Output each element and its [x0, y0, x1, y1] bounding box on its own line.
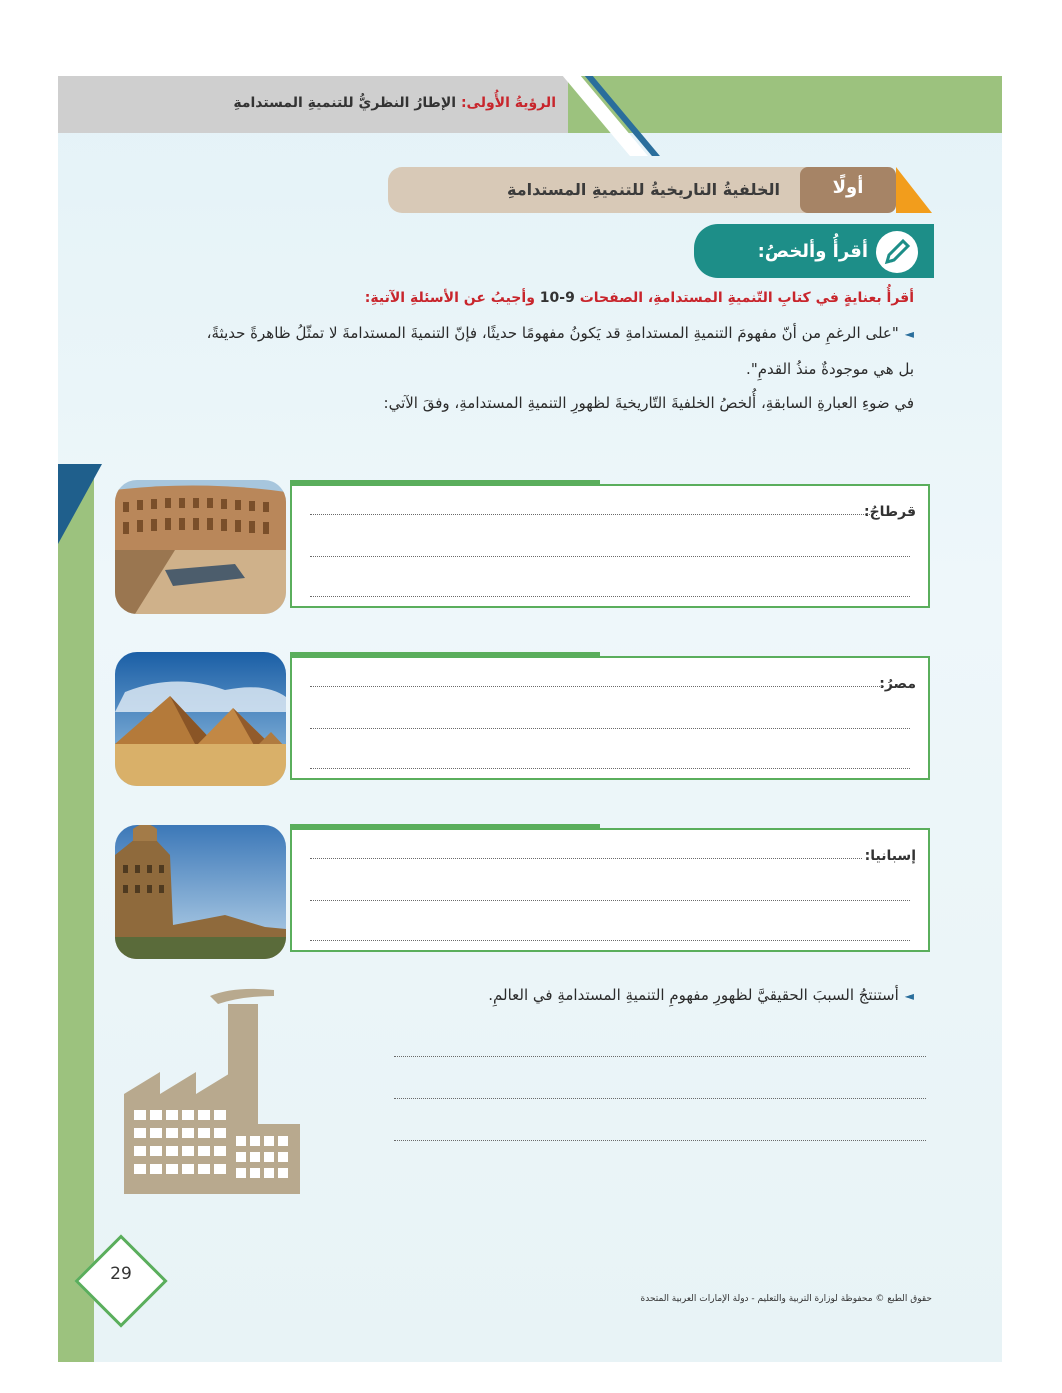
- workbook-page: [58, 76, 1002, 1362]
- quote-text-1: "على الرغمِ من أنّ مفهومَ التنميةِ المستدامةِ قد يَكونُ مفهومًا حديثًا، فإنّ التنميةَ المستدامةَ لا تمثّلُ ظاهرةً حديثةً،: [206, 324, 899, 342]
- quote-line-2: بل هي موجودةٌ منذُ القدمِ".: [746, 360, 914, 378]
- lesson-prefix: الرؤيةُ الأُولى:: [460, 95, 556, 111]
- answer-label: إسبانيا:: [864, 848, 916, 864]
- instruction-part1: أقرأُ بعنايةٍ في كتابِ التّنميةِ المستدامةِ، الصفحات: [579, 290, 914, 306]
- section-badge-label: أولًا: [832, 177, 864, 198]
- lesson-title: [233, 95, 556, 111]
- section-orange-triangle: [896, 167, 932, 213]
- answer-line[interactable]: [310, 514, 870, 515]
- section-title: الخلفيةُ التاريخيةُ للتنميةِ المستدامةِ: [507, 180, 780, 199]
- pyramids-photo: [115, 652, 286, 786]
- answer-line[interactable]: [310, 556, 910, 557]
- answer-line[interactable]: [394, 1098, 926, 1099]
- answer-line[interactable]: [310, 686, 884, 687]
- page-number: 29: [110, 1264, 132, 1284]
- carthage-photo: [115, 480, 286, 614]
- answer-box-carthage[interactable]: [290, 484, 930, 608]
- quote-line-1: [94, 320, 914, 347]
- instruction-part2: وأجيبُ عن الأسئلةِ الآتيةِ:: [364, 290, 535, 306]
- answer-box-spain[interactable]: [290, 828, 930, 952]
- factory-icon: [124, 974, 300, 1194]
- spain-fort-photo: [115, 825, 286, 959]
- answer-line[interactable]: [394, 1140, 926, 1141]
- answer-label: قرطاجُ:: [863, 504, 916, 520]
- answer-line[interactable]: [310, 900, 910, 901]
- answer-line[interactable]: [310, 940, 910, 941]
- answer-line[interactable]: [310, 728, 910, 729]
- triangle-bullet-icon: ◄: [904, 989, 914, 1003]
- answer-box-egypt[interactable]: [290, 656, 930, 780]
- instruction-pages: 9-10: [539, 290, 575, 306]
- activity-tag-label: أقرأُ وألخصُ:: [757, 241, 868, 262]
- quote-line-3: في ضوءِ العبارةِ السابقةِ، أُلخصُ الخلفيةَ التّاريخيةَ لظهورِ التنميةِ المستدامةِ، وفقَ الآتي:: [383, 394, 914, 412]
- lesson-name: الإطارُ النظريُّ للتنميةِ المستدامةِ: [233, 95, 457, 111]
- answer-line[interactable]: [310, 596, 910, 597]
- answer-line[interactable]: [310, 858, 862, 859]
- triangle-bullet-icon: ◄: [904, 327, 914, 341]
- conclusion-text: أستنتجُ السببَ الحقيقيَّ لظهورِ مفهومِ التنميةِ المستدامةِ في العالمِ.: [488, 986, 899, 1004]
- pencil-icon: [876, 231, 918, 273]
- left-green-bar: [58, 471, 94, 1362]
- instruction: [365, 290, 914, 306]
- answer-line[interactable]: [394, 1056, 926, 1057]
- answer-line[interactable]: [310, 768, 910, 769]
- copyright-footer: حقوق الطبع © محفوظة لوزارة التربية والتعليم - دولة الإمارات العربية المتحدة: [640, 1294, 932, 1304]
- answer-label: مصرُ:: [879, 676, 916, 692]
- left-blue-triangle: [58, 464, 102, 544]
